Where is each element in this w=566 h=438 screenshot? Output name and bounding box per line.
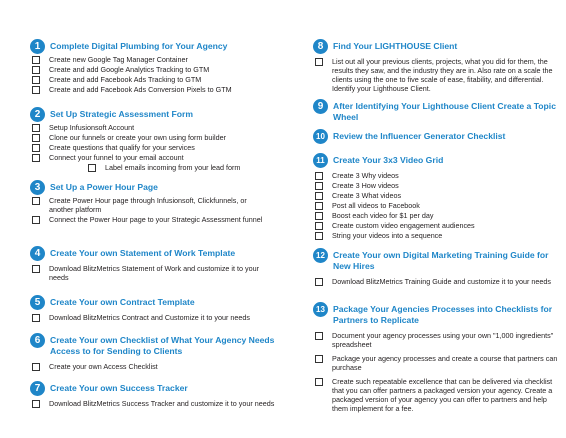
checkbox[interactable] (315, 192, 323, 200)
item-label: Create new Google Tag Manager Container (49, 55, 188, 64)
section-7 (30, 381, 300, 409)
checklist-item (313, 277, 559, 286)
section-title: Set Up Strategic Assessment Form (50, 109, 193, 119)
section-5 (30, 295, 292, 323)
checklist-item (313, 201, 559, 210)
checkbox[interactable] (32, 86, 40, 94)
checklist-item (30, 85, 292, 94)
step-number-badge: 2 (30, 107, 45, 122)
checklist (30, 196, 270, 224)
section-header (313, 248, 559, 272)
checklist-item (313, 171, 559, 180)
checkbox[interactable] (315, 355, 323, 363)
item-label: Boost each video for $1 per day (332, 211, 434, 220)
section-header (30, 295, 292, 308)
section-title: Package Your Agencies Processes into Checklists for Partners to Replicate (333, 304, 553, 325)
checkbox[interactable] (315, 58, 323, 66)
step-number-badge: 12 (313, 248, 328, 263)
checkbox[interactable] (32, 154, 40, 162)
checkbox[interactable] (32, 124, 40, 132)
item-label: String your videos into a sequence (332, 231, 443, 240)
section-title: Create Your own Checklist of What Your Agency Needs Access to for Sending to Clients (50, 335, 275, 356)
section-header (30, 381, 300, 394)
checklist-item (30, 143, 292, 152)
section-title: Find Your LIGHTHOUSE Client (333, 41, 458, 51)
checklist (30, 313, 292, 322)
checkbox[interactable] (315, 172, 323, 180)
item-label: Create Power Hour page through Infusionsoft, Clickfunnels, or another platform (49, 196, 247, 214)
item-label: Create and add Facebook Ads Tracking to GTM (49, 75, 202, 84)
section-10 (313, 129, 559, 142)
section-header (30, 333, 280, 357)
item-label: Download BlitzMetrics Success Tracker and customize it to your needs (49, 399, 275, 408)
section-title: Create Your own Statement of Work Template (50, 248, 236, 258)
checklist-item (30, 362, 280, 371)
item-label: Create 3 How videos (332, 181, 399, 190)
checkbox[interactable] (32, 363, 40, 371)
section-header (30, 39, 292, 52)
step-number-badge: 4 (30, 246, 45, 261)
checkbox[interactable] (32, 66, 40, 74)
checklist-item (30, 133, 292, 142)
checkbox[interactable] (315, 182, 323, 190)
item-label: Create and add Google Analytics Tracking to GTM (49, 65, 210, 74)
checklist-item (313, 231, 559, 240)
section-header (313, 39, 559, 52)
checkbox[interactable] (315, 212, 323, 220)
checklist-item (313, 191, 559, 200)
checklist-item (30, 196, 270, 214)
section-title: Complete Digital Plumbing for Your Agency (50, 41, 228, 51)
checklist-item (30, 75, 292, 84)
item-label: Create questions that qualify for your services (49, 143, 195, 152)
step-number-badge: 7 (30, 381, 45, 396)
section-header (313, 99, 559, 123)
checklist-item (313, 221, 559, 230)
checklist-item (313, 377, 559, 413)
item-label: Download BlitzMetrics Training Guide and customize it to your needs (332, 277, 551, 286)
section-9 (313, 99, 559, 123)
item-label: Create and add Facebook Ads Conversion Pixels to GTM (49, 85, 232, 94)
checkbox[interactable] (32, 56, 40, 64)
checklist-subitem (86, 163, 292, 172)
item-label: Create 3 Why videos (332, 171, 399, 180)
item-label: Create such repeatable excellence that can be delivered via checklist that you can offer partners a packaged version your agency. Create a packaged version of your agency you can offer to partners and help them implement for a fee. (332, 377, 553, 413)
checkbox[interactable] (315, 332, 323, 340)
checkbox[interactable] (32, 197, 40, 205)
checkbox[interactable] (32, 265, 40, 273)
item-label: Connect your funnel to your email account (49, 153, 184, 162)
step-number-badge: 9 (313, 99, 328, 114)
section-header (30, 107, 292, 120)
item-label: Clone our funnels or create your own using form builder (49, 133, 226, 142)
item-label: Create custom video engagement audiences (332, 221, 475, 230)
checkbox[interactable] (315, 202, 323, 210)
section-1 (30, 39, 292, 95)
checklist-item (30, 65, 292, 74)
checklist-item (313, 57, 559, 93)
section-header (313, 129, 559, 142)
checkbox[interactable] (315, 378, 323, 386)
checklist-item (30, 215, 270, 224)
checkbox[interactable] (32, 216, 40, 224)
checklist (313, 331, 559, 413)
section-title: Review the Influencer Generator Checklist (333, 131, 506, 141)
checklist (313, 57, 559, 93)
checklist-item (313, 331, 559, 349)
section-header (313, 302, 559, 326)
item-label: Post all videos to Facebook (332, 201, 420, 210)
step-number-badge: 10 (313, 129, 328, 144)
section-8 (313, 39, 559, 94)
checkbox[interactable] (32, 144, 40, 152)
checklist (30, 55, 292, 94)
step-number-badge: 11 (313, 153, 328, 168)
step-number-badge: 3 (30, 180, 45, 195)
item-label: Setup Infusionsoft Account (49, 123, 135, 132)
checklist (30, 399, 300, 408)
section-header (30, 246, 270, 259)
checkbox[interactable] (32, 400, 40, 408)
section-title: Create Your own Success Tracker (50, 383, 188, 393)
checklist (30, 264, 270, 282)
step-number-badge: 8 (313, 39, 328, 54)
checklist-item (30, 399, 300, 408)
checkbox[interactable] (32, 76, 40, 84)
checkbox[interactable] (32, 314, 40, 322)
checklist-item (30, 264, 270, 282)
item-label: List out all your previous clients, projects, what you did for them, the results they saw, and the industry they are in. Also rate on a scale the clients using the one to five scale of ease, fitability, and differential. Identify your Lighthouse Client. (332, 57, 553, 93)
checkbox[interactable] (315, 222, 323, 230)
checkbox[interactable] (315, 232, 323, 240)
step-number-badge: 13 (313, 302, 328, 317)
item-label: Connect the Power Hour page to your Strategic Assessment funnel (49, 215, 263, 224)
section-3 (30, 180, 270, 225)
item-label: Download BlitzMetrics Statement of Work and customize it to your needs (49, 264, 259, 282)
section-12 (313, 248, 559, 287)
checklist (30, 123, 292, 172)
section-title: Create Your own Contract Template (50, 297, 195, 307)
item-label: Create 3 What videos (332, 191, 402, 200)
checklist (313, 171, 559, 240)
checkbox[interactable] (315, 278, 323, 286)
checklist-item (30, 55, 292, 64)
checklist-item (313, 354, 559, 372)
section-header (313, 153, 559, 166)
checkbox[interactable] (32, 134, 40, 142)
section-title: Create Your own Digital Marketing Training Guide for New Hires (333, 250, 549, 271)
checklist (313, 277, 559, 286)
step-number-badge: 5 (30, 295, 45, 310)
checklist-item (30, 153, 292, 162)
checklist-item (30, 313, 292, 322)
step-number-badge: 1 (30, 39, 45, 54)
step-number-badge: 6 (30, 333, 45, 348)
section-13 (313, 302, 559, 414)
checklist (30, 362, 280, 371)
checklist-item (313, 181, 559, 190)
item-label: Label emails incoming from your lead form (105, 163, 241, 172)
item-label: Download BlitzMetrics Contract and Customize it to your needs (49, 313, 250, 322)
checklist-item (313, 211, 559, 220)
item-label: Document your agency processes using your own "1,000 ingredients" spreadsheet (332, 331, 554, 349)
section-11 (313, 153, 559, 241)
section-6 (30, 333, 280, 372)
section-title: Create Your 3x3 Video Grid (333, 155, 444, 165)
checkbox[interactable] (88, 164, 96, 172)
section-2 (30, 107, 292, 173)
item-label: Create your own Access Checklist (49, 362, 158, 371)
section-4 (30, 246, 270, 283)
item-label: Package your agency processes and create a course that partners can purchase (332, 354, 558, 372)
section-title: After Identifying Your Lighthouse Client Create a Topic Wheel (333, 101, 556, 122)
section-title: Set Up a Power Hour Page (50, 182, 158, 192)
checklist-item (30, 123, 292, 132)
section-header (30, 180, 270, 193)
